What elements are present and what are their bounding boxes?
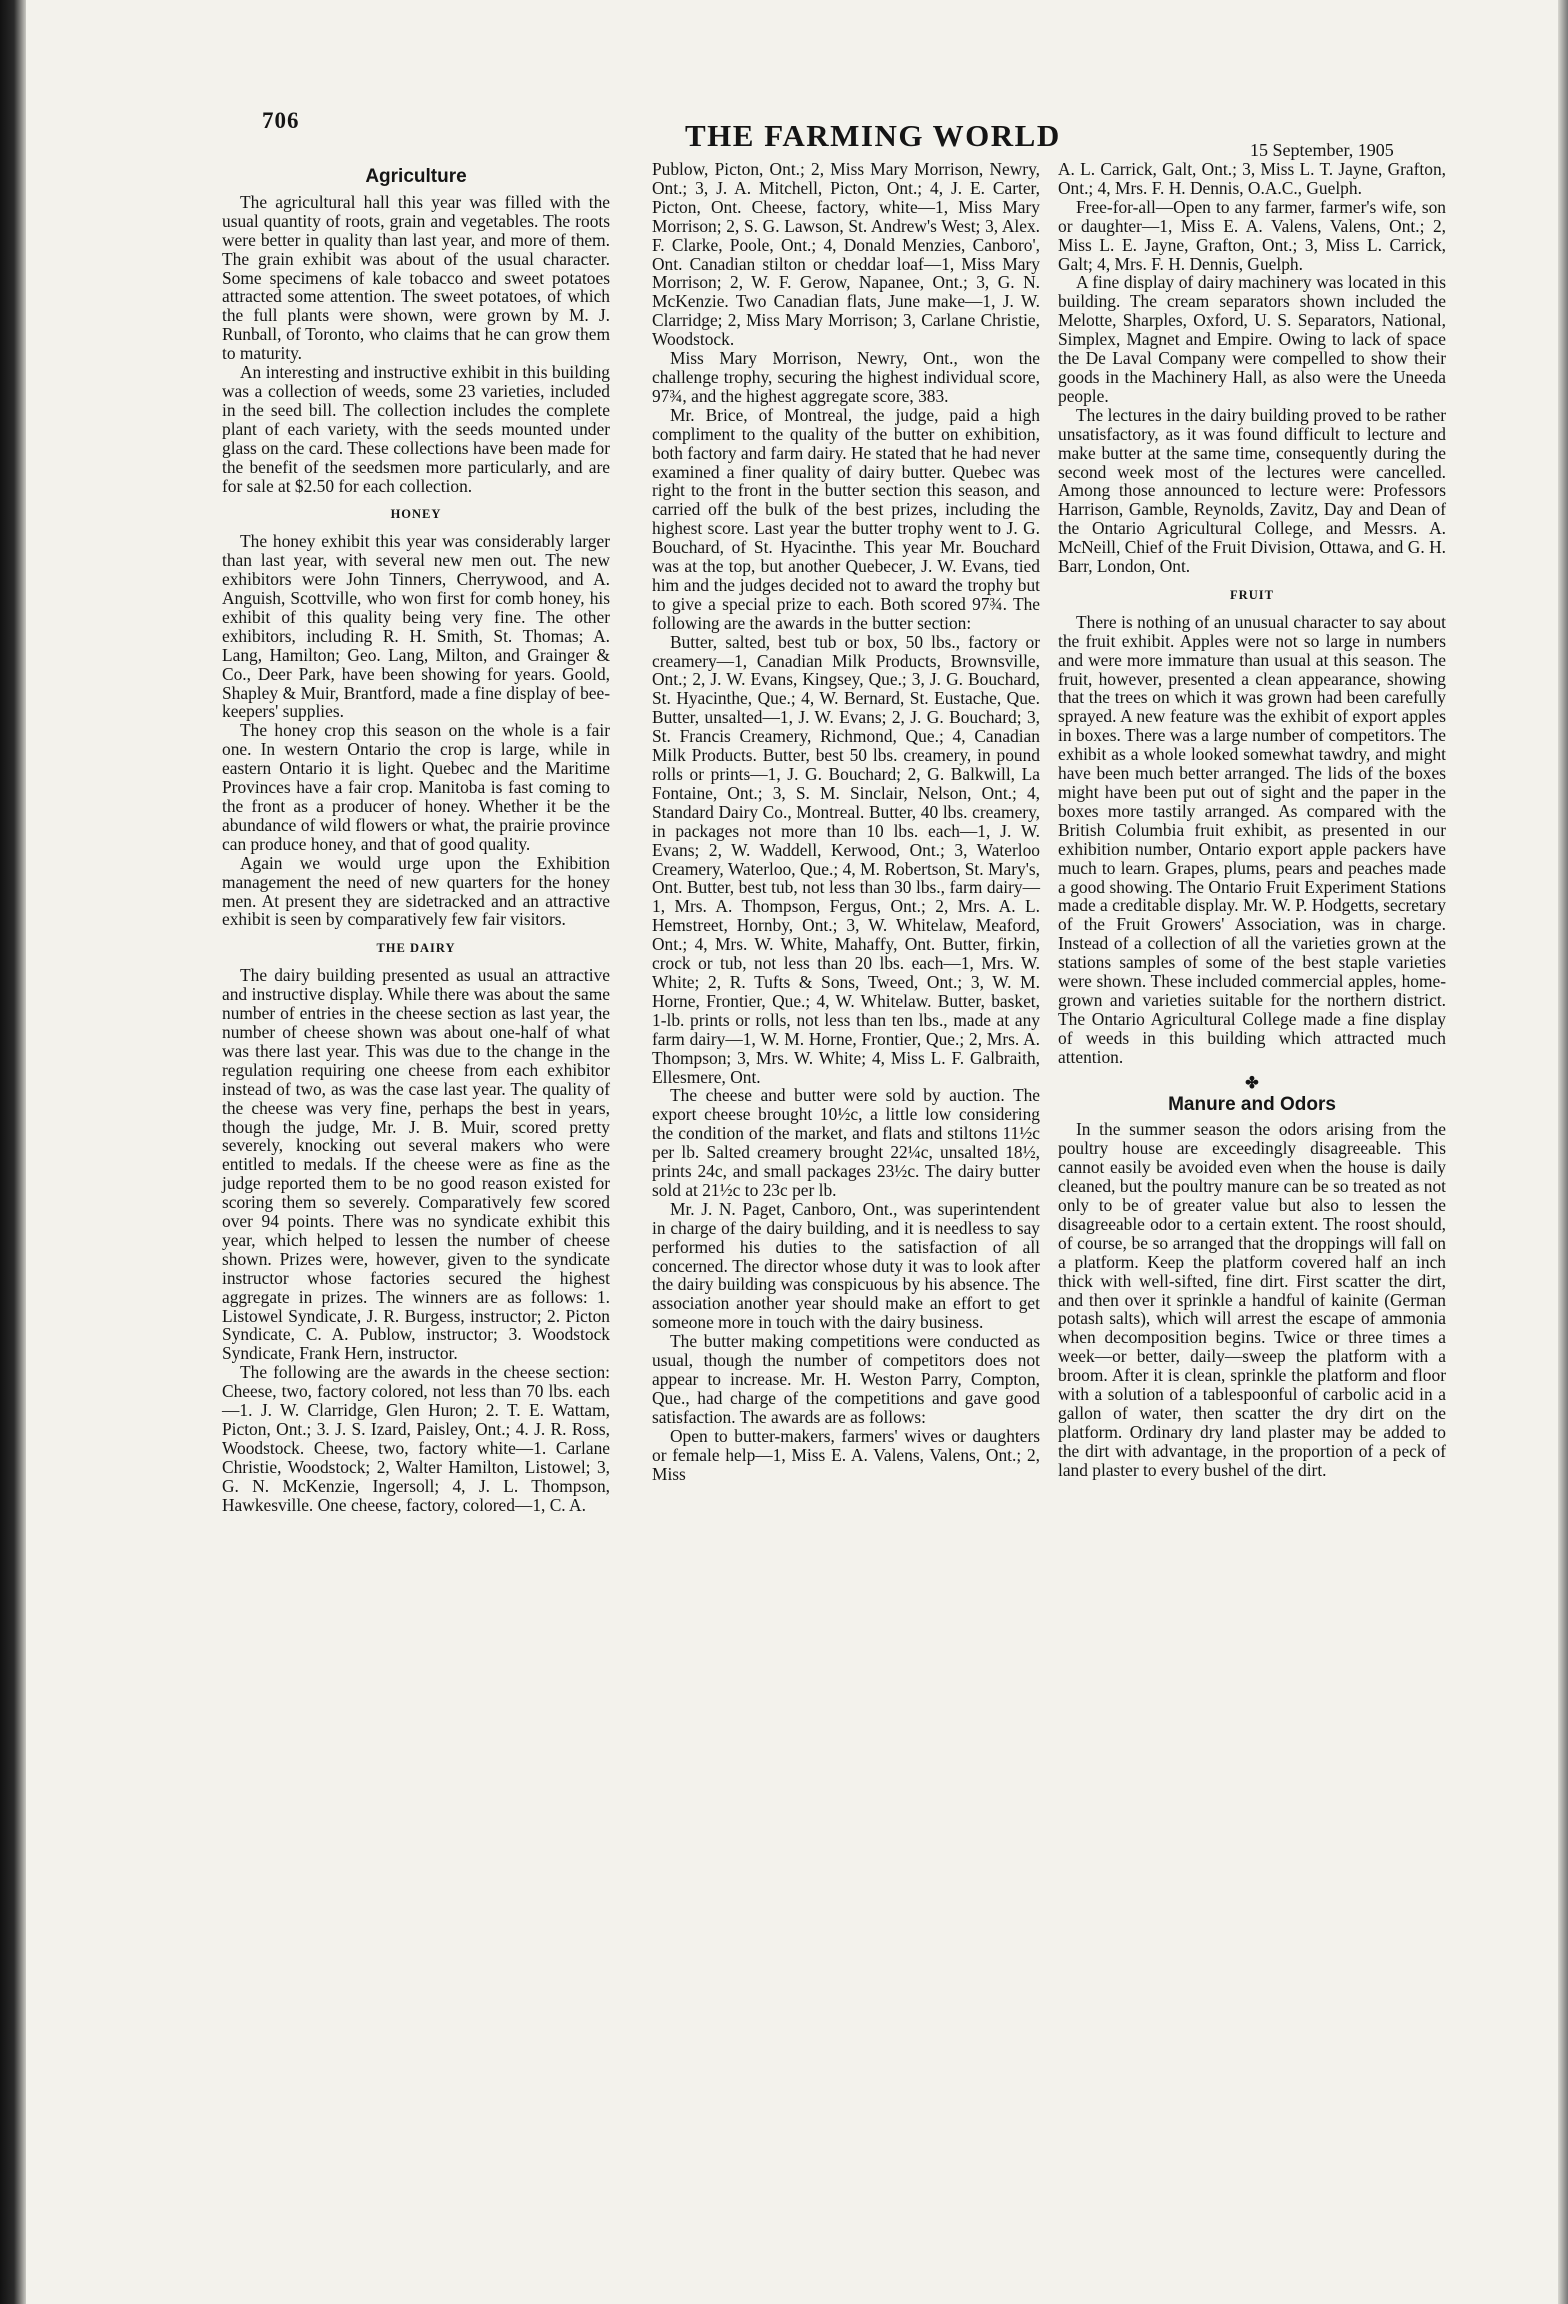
column-middle <box>652 160 1040 1483</box>
paragraph: Miss Mary Morrison, Newry, Ont., won the challenge trophy, securing the highest individual score, 97¾, and the highest aggregate score, 383. <box>652 348 1040 406</box>
paragraph: There is nothing of an unusual character to say about the fruit exhibit. Apples were not so large in numbers and were more immature than usual at this season. The fruit, however, presented a clean appearance, showing that the trees on which it was grown had been carefully sprayed. A new feature was the exhibit of export apples in boxes. There was a large number of competitors. The exhibit as a whole looked somewhat tawdry, and might have been much better arranged. The lids of the boxes might have been put out of sight and the paper in the boxes more tastily arranged. As compared with the British Columbia fruit exhibit, as presented in our exhibition number, Ontario export apple packers have much to learn. Grapes, plums, pears and peaches made a good showing. The Ontario Fruit Experiment Stations made a creditable display. Mr. W. P. Hodgetts, secretary of the Fruit Growers' Association, was in charge. Instead of a collection of all the varieties grown at the stations samples of some of the best staple varieties were shown. These included commercial apples, home-grown and varieties suitable for the northern district. The Ontario Agricultural College made a fine display of weeds in this building which attracted much attention. <box>1058 611 1446 1067</box>
heading-honey: HONEY <box>390 507 442 522</box>
paragraph: A fine display of dairy machinery was located in this building. The cream separators shown included the Melotte, Sharples, Oxford, U. S. Separators, National, Simplex, Magnet and Empire. Owing to lack of space the De Laval Company were compelled to show their goods in the Machinery Hall, as also were the Uneeda people. <box>1058 272 1446 406</box>
paragraph: The butter making competitions were conducted as usual, though the number of competitors does not appear to increase. Mr. H. Weston Parry, Compton, Que., had charge of the competitions and gave good satisfaction. The awards are as follows: <box>652 1331 1040 1427</box>
paragraph: The honey crop this season on the whole is a fair one. In western Ontario the crop is large, while in eastern Ontario it is light. Quebec and the Maritime Provinces have a fair crop. Manitoba is fast coming to the front as a producer of honey. Whether it be the abundance of wild flowers or what, the prairie province can produce honey, and that of good quality. <box>222 720 610 854</box>
column-right <box>1058 160 1446 1480</box>
page-number: 706 <box>262 108 300 133</box>
paragraph: In the summer season the odors arising from the poultry house are exceedingly disagreeable. This cannot easily be avoided even when the house is daily cleaned, but the poultry manure can be so treated as not only to be of greater value but also to lessen the disagreeable odor to a certain extent. The roost should, of course, be so arranged that the droppings will fall on a platform. Keep the platform covered half an inch thick with well-sifted, fine dirt. First scatter the dirt, and then over it sprinkle a handful of kainite (German potash salts), which will arrest the escape of ammonia when decomposition begins. Twice or three times a week—or better, daily—sweep the platform with a broom. After it is clean, sprinkle the platform and floor with a solution of a tablespoonful of carbolic acid in a gallon of water, then scatter the dry dirt on the platform. Ordinary dry land plaster may be added to the dirt with advantage, in the proportion of a peck of land plaster to every bushel of the dirt. <box>1058 1119 1446 1480</box>
heading-agriculture: Agriculture <box>365 166 467 187</box>
paragraph: The dairy building presented as usual an attractive and instructive display. While there was about the same number of entries in the cheese section as last year, the number of cheese shown was about one-half of what was there last year. This was due to the change in the regulation requiring one cheese from each exhibitor instead of two, as was the case last year. The quality of the cheese was very fine, perhaps the best in years, though the judge, Mr. J. B. Muir, scored pretty severely, knocking out several makers who were entitled to medals. If the cheese were as fine as the judge reported them to be no good reason existed for scoring them so severely. Comparatively few scored over 94 points. There was no syndicate exhibit this year, which helped to lessen the number of cheese shown. Prizes were, however, given to the syndicate instructor whose factories secured the highest aggregate in prizes. The winners are as follows: 1. Listowel Syndicate, J. R. Burgess, instructor; 2. Picton Syndicate, C. A. Publow, instructor; 3. Woodstock Syndicate, Frank Hern, instructor. <box>222 965 610 1364</box>
paragraph: Publow, Picton, Ont.; 2, Miss Mary Morrison, Newry, Ont.; 3, J. A. Mitchell, Picton, Ont.; 4, J. E. Carter, Picton, Ont. Cheese, factory, white—1, Miss Mary Morrison; 2, S. G. Lawson, St. Andrew's West; 3, Alex. F. Clarke, Poole, Ont.; 4, Donald Menzies, Canboro', Ont. Canadian stilton or cheddar loaf—1, Miss Mary Morrison; 2, W. F. Gerow, Napanee, Ont.; 3, G. N. McKenzie. Two Canadian flats, June make—1, J. W. Clarridge; 2, Miss Mary Morrison; 3, Carlane Christie, Woodstock. <box>652 159 1040 350</box>
heading-the-dairy: THE DAIRY <box>376 941 456 956</box>
paragraph: The agricultural hall this year was filled with the usual quantity of roots, grain and vegetables. The roots were better in quality than last year, and more of them. The grain exhibit was about of the usual character. Some specimens of kale tobacco and sweet potatoes attracted some attention. The sweet potatoes, of which the full plants were shown, were grown by M. J. Runball, of Toronto, who claims that he can grow them to maturity. <box>222 191 610 364</box>
heading-fruit: FRUIT <box>1230 587 1274 602</box>
paragraph: The lectures in the dairy building proved to be rather unsatisfactory, as it was found difficult to lecture and make butter at the same time, consequently during the second week most of the lectures were cancelled. Among those announced to lecture were: Professors Harrison, Gamble, Reynolds, Zavitz, Day and Dean of the Ontario Agricultural College, and Messrs. A. McNeill, Chief of the Fruit Division, Ottawa, and G. H. Barr, London, Ont. <box>1058 404 1446 577</box>
paragraph: Open to butter-makers, farmers' wives or daughters or female help—1, Miss E. A. Valens, Valens, Ont.; 2, Miss <box>652 1425 1040 1484</box>
scan-left-edge <box>0 0 26 2304</box>
scan-right-edge <box>1558 0 1568 2304</box>
column-left <box>222 168 610 1515</box>
ornament-icon: ✤ <box>1245 1074 1259 1092</box>
paragraph: Free-for-all—Open to any farmer, farmer's wife, son or daughter—1, Miss E. A. Valens, Valens, Ont.; 2, Miss L. E. Jayne, Grafton, Ont.; 3, Miss L. Carrick, Galt; 4, Mrs. F. H. Dennis, Guelph. <box>1058 196 1446 274</box>
masthead: THE FARMING WORLD <box>685 118 1061 153</box>
paragraph: The following are the awards in the cheese section: Cheese, two, factory colored, not less than 70 lbs. each—1. J. W. Clarridge, Glen Huron; 2. T. E. Wattam, Picton, Ont.; 3. J. S. Izard, Paisley, Ont.; 4. J. R. Ross, Woodstock. Cheese, two, factory white—1. Carlane Christie, Woodstock; 2, Walter Hamilton, Listowel; 3, G. N. McKenzie, Ingersoll; 4, J. L. Thompson, Hawkesville. One cheese, factory, colored—1, C. A. <box>222 1362 610 1515</box>
heading-manure-and-odors: Manure and Odors <box>1168 1093 1336 1115</box>
paragraph: Butter, salted, best tub or box, 50 lbs., factory or creamery—1, Canadian Milk Products, Brownsville, Ont.; 2, J. W. Evans, Kingsey, Que.; 3, J. G. Bouchard, St. Hyacinthe, Que.; 4, W. Bernard, St. Eustache, Que. Butter, unsalted—1, J. W. Evans; 2, J. G. Bouchard; 3, St. Francis Creamery, Richmond, Que.; 4, Canadian Milk Products. Butter, best 50 lbs. creamery, in pound rolls or prints—1, J. G. Bouchard; 2, G. Balkwill, La Fontaine, Ont.; 3, S. M. Sinclair, Nelson, Ont.; 4, Standard Dairy Co., Montreal. Butter, 40 lbs. creamery, in packages not more than 10 lbs. each—1, J. W. Evans; 2, W. Waddell, Kerwood, Ont.; 3, Waterloo Creamery, Waterloo, Que.; 4, M. Robertson, St. Mary's, Ont. Butter, best tub, not less than 30 lbs., farm dairy—1, Mrs. A. Thompson, Fergus, Ont.; 2, Mrs. A. L. Hemstreet, Hornby, Ont.; 3, W. Whitelaw, Meaford, Ont.; 4, Mrs. W. White, Mahaffy, Ont. Butter, firkin, crock or tub, not less than 20 lbs. each—1, Mrs. W. White; 2, R. Tufts & Sons, Tweed, Ont.; 3, W. M. Horne, Frontier, Que.; 4, W. Whitelaw. Butter, basket, 1-lb. prints or rolls, not less than ten lbs., made at any farm dairy—1, W. M. Horne, Frontier, Que.; 2, Mrs. A. Thompson; 3, Mrs. W. White; 4, Miss L. F. Galbraith, Ellesmere, Ont. <box>652 631 1040 1087</box>
paragraph: The cheese and butter were sold by auction. The export cheese brought 10½c, a little low considering the condition of the market, and flats and stiltons 11½c per lb. Salted creamery brought 22¼c, unsalted 18½, prints 24c, and small packages 23½c. The dairy butter sold at 21½c to 23c per lb. <box>652 1085 1040 1200</box>
issue-date: 15 September, 1905 <box>1250 140 1394 160</box>
paragraph: A. L. Carrick, Galt, Ont.; 3, Miss L. T. Jayne, Grafton, Ont.; 4, Mrs. F. H. Dennis, O.A.C., Guelph. <box>1058 159 1446 198</box>
paragraph: Again we would urge upon the Exhibition management the need of new quarters for the honey men. At present they are sidetracked and an attractive exhibit is seen by comparatively few fair visitors. <box>222 852 610 930</box>
paragraph: Mr. Brice, of Montreal, the judge, paid a high compliment to the quality of the butter on exhibition, both factory and farm dairy. He stated that he had never examined a finer quality of dairy butter. Quebec was right to the front in the butter section this season, and carried off the bulk of the best prizes, including the highest score. Last year the butter trophy went to J. G. Bouchard, of St. Hyacinthe. This year Mr. Bouchard was at the top, but another Quebecer, J. W. Evans, tied him and the judges decided not to award the trophy but to give a special prize to each. Both scored 97¾. The following are the awards in the butter section: <box>652 404 1040 633</box>
paragraph: An interesting and instructive exhibit in this building was a collection of weeds, some 23 varieties, included in the seed bill. The collection includes the complete plant of each variety, with the seeds mounted under glass on the card. These collections have been made for the benefit of the seedsmen more particularly, and are for sale at $2.50 for each collection. <box>222 362 610 496</box>
paragraph: Mr. J. N. Paget, Canboro, Ont., was superintendent in charge of the dairy building, and it is needless to say performed his duties to the satisfaction of all concerned. The director whose duty it was to look after the dairy building was conspicuous by his absence. The association another year should make an effort to get someone more in touch with the dairy business. <box>652 1198 1040 1333</box>
paragraph: The honey exhibit this year was considerably larger than last year, with several new men out. The new exhibitors were John Tinners, Cherrywood, and A. Anguish, Scottville, who won first for comb honey, his exhibit of this quality being very fine. The other exhibitors, including R. H. Smith, St. Thomas; A. Lang, Hamilton; Geo. Lang, Milton, and Grainger & Co., Deer Park, have been showing for years. Goold, Shapley & Muir, Brantford, made a fine display of bee-keepers' supplies. <box>222 531 610 722</box>
